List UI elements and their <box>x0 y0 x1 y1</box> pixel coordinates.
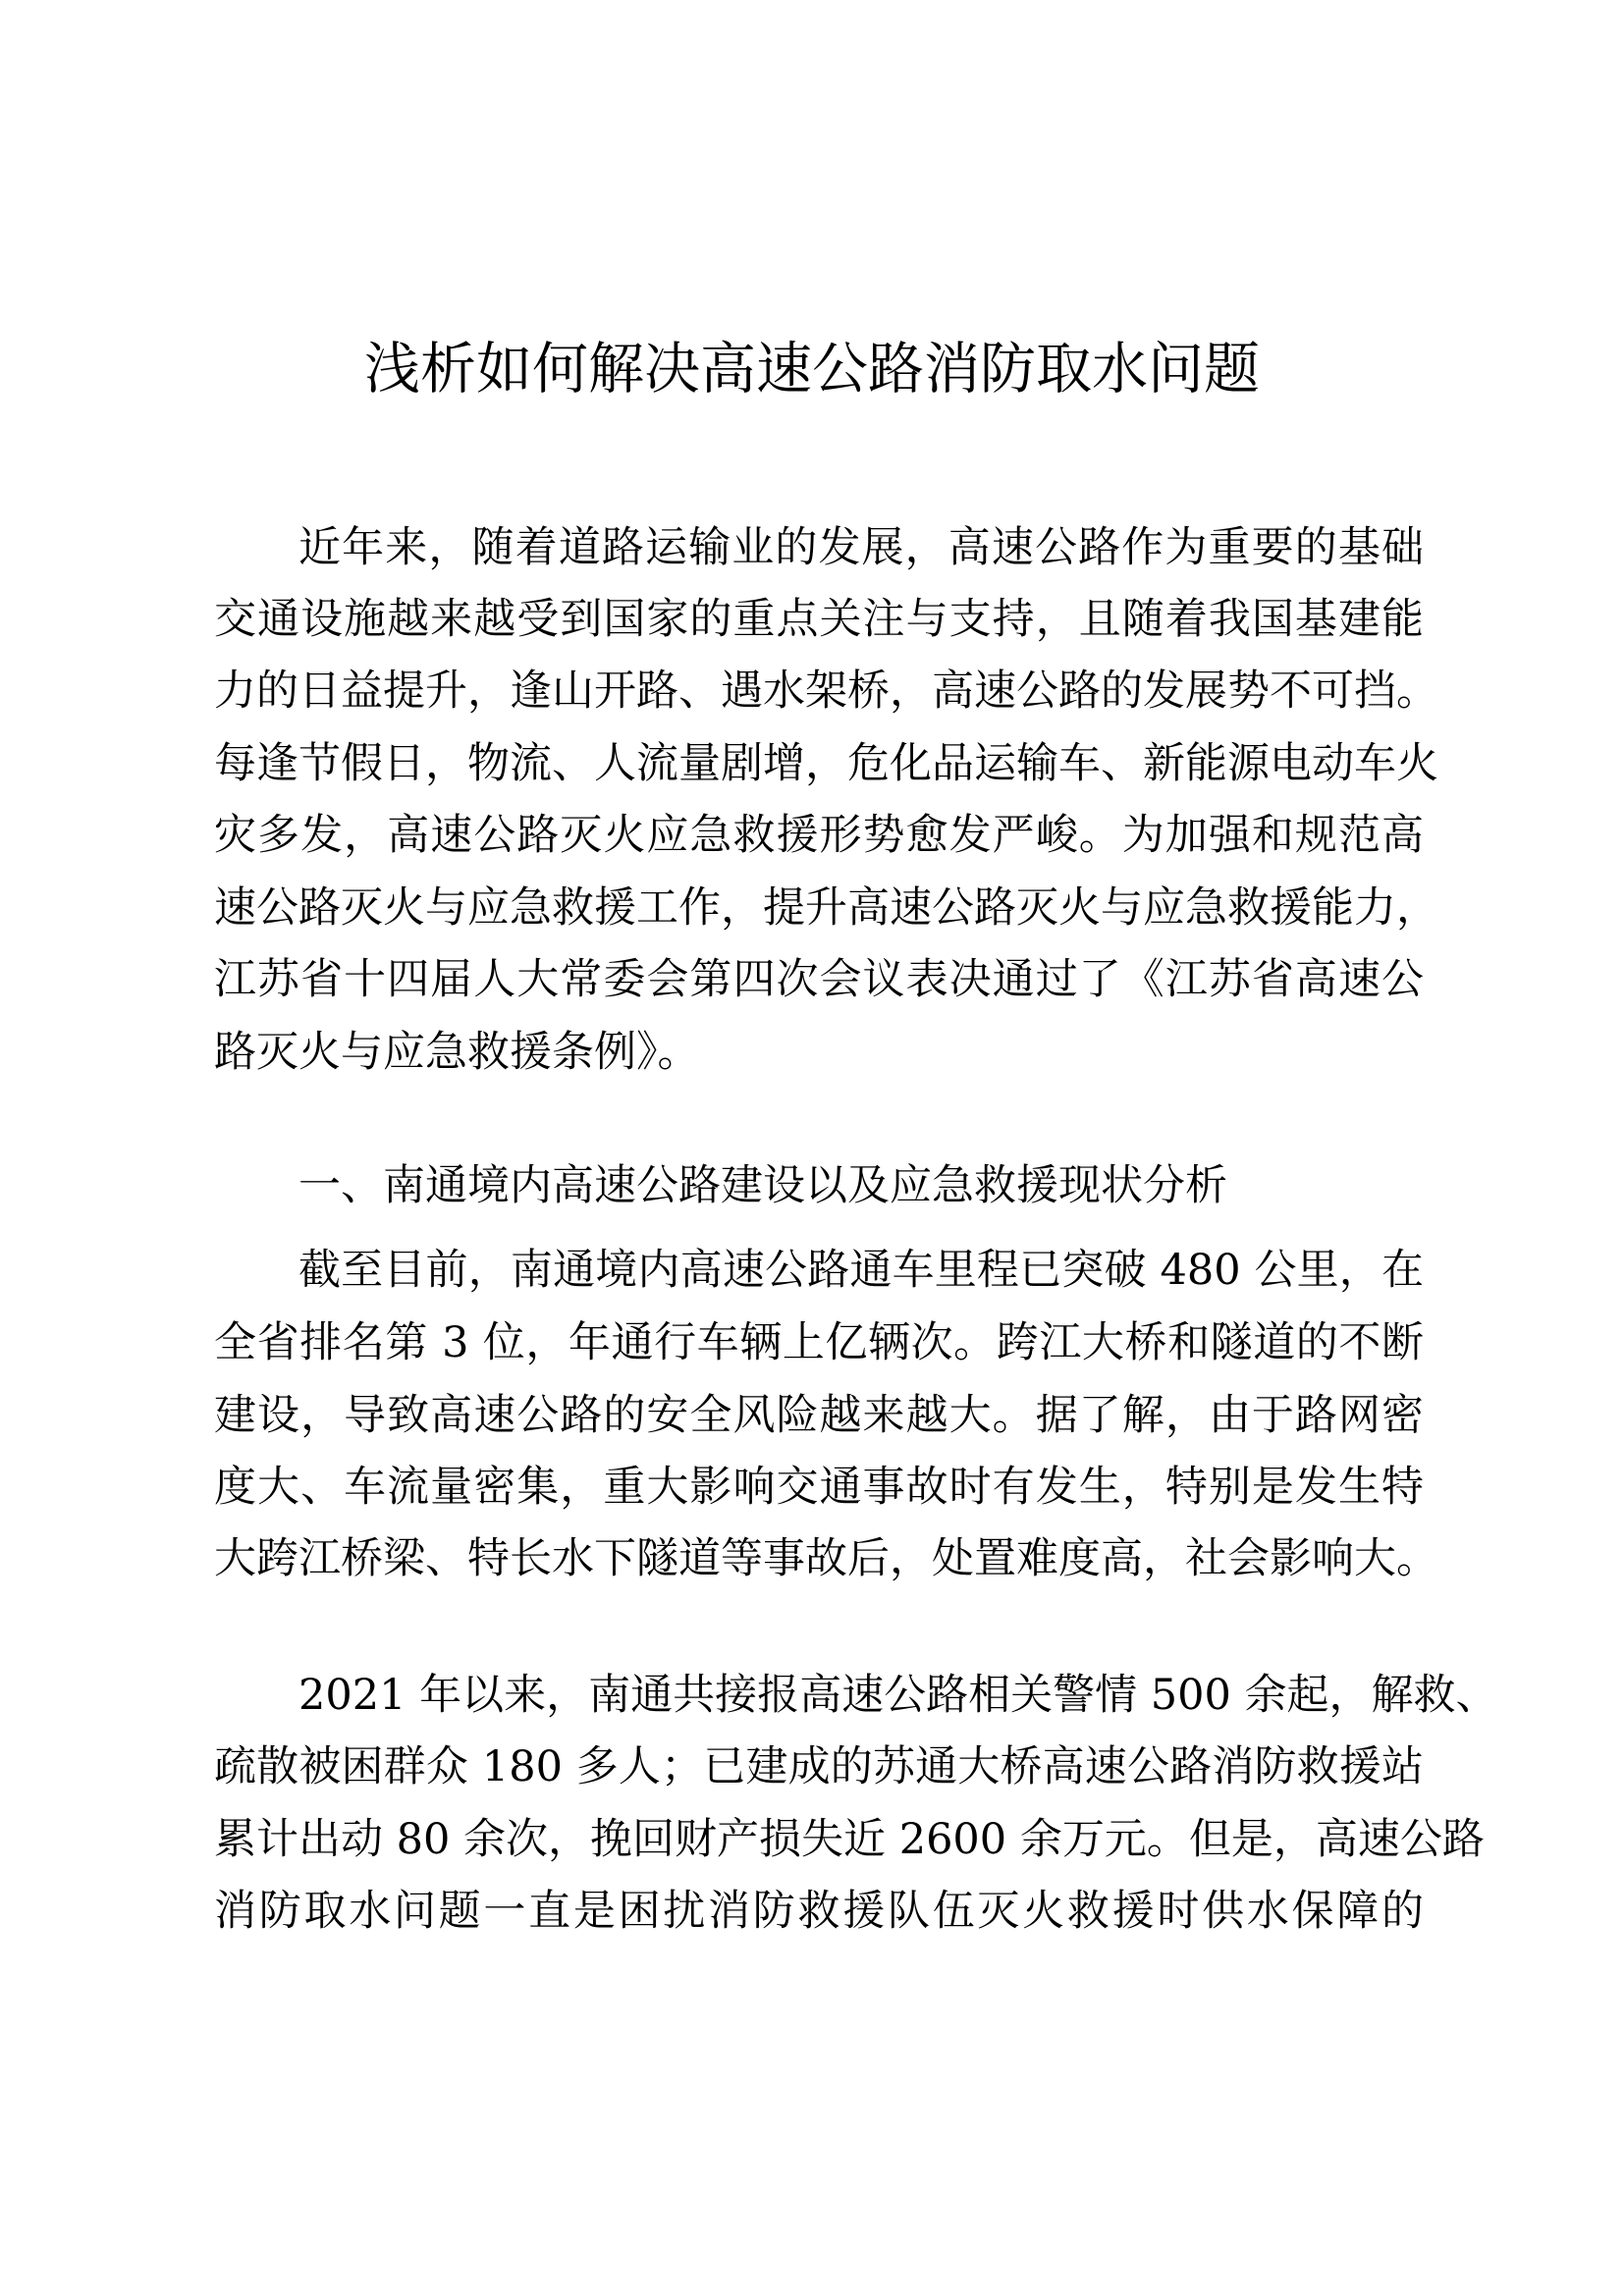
paragraph-line: 近年来，随着道路运输业的发展，高速公路作为重要的基础 <box>298 523 1424 572</box>
paragraph-line: 速公路灭火与应急救援工作，提升高速公路灭火与应急救援能力， <box>214 883 1438 933</box>
paragraph-line: 每逢节假日，物流、人流量剧增，危化品运输车、新能源电动车火 <box>214 739 1438 788</box>
paragraph-line: 力的日益提升，逢山开路、遇水架桥，高速公路的发展势不可挡。 <box>214 667 1438 716</box>
paragraph-line: 大跨江桥梁、特长水下隧道等事故后，处置难度高，社会影响大。 <box>214 1534 1438 1583</box>
paragraph-line: 消防取水问题一直是困扰消防救援队伍灭火救援时供水保障的 <box>214 1887 1424 1936</box>
section-heading: 一、南通境内高速公路建设以及应急救援现状分析 <box>298 1161 1227 1210</box>
paragraph-line: 全省排名第 3 位，年通行车辆上亿辆次。跨江大桥和隧道的不断 <box>214 1318 1424 1367</box>
paragraph-line: 2021 年以来，南通共接报高速公路相关警情 500 余起，解救、 <box>298 1671 1498 1720</box>
paragraph-line: 江苏省十四届人大常委会第四次会议表决通过了《江苏省高速公 <box>214 955 1424 1004</box>
paragraph-line: 累计出动 80 余次，挽回财产损失近 2600 余万元。但是，高速公路 <box>214 1815 1485 1864</box>
paragraph-line: 路灭火与应急救援条例》。 <box>214 1028 700 1077</box>
paragraph-line: 交通设施越来越受到国家的重点关注与支持，且随着我国基建能 <box>214 595 1424 644</box>
document-title: 浅析如何解决高速公路消防取水问题 <box>364 337 1260 401</box>
paragraph-line: 度大、车流量密集，重大影响交通事故时有发生，特别是发生特 <box>214 1463 1424 1512</box>
paragraph-line: 截至目前，南通境内高速公路通车里程已突破 480 公里，在 <box>298 1246 1424 1295</box>
paragraph-line: 疏散被困群众 180 多人；已建成的苏通大桥高速公路消防救援站 <box>214 1742 1424 1791</box>
paragraph-line: 建设，导致高速公路的安全风险越来越大。据了解，由于路网密 <box>214 1391 1424 1440</box>
paragraph-line: 灾多发，高速公路灭火应急救援形势愈发严峻。为加强和规范高 <box>214 811 1424 860</box>
